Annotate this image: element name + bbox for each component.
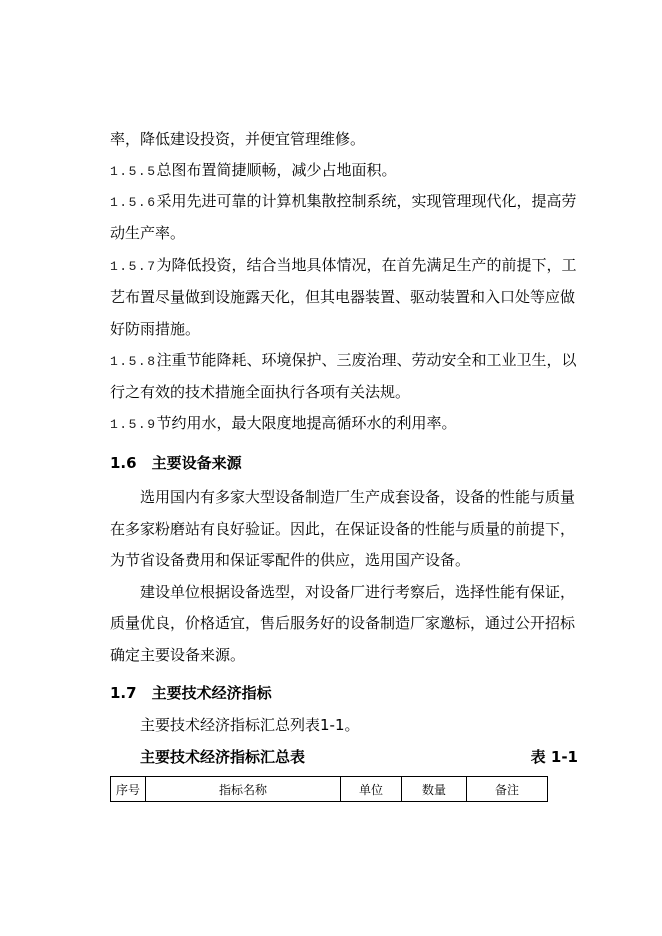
table-number: 表 1-1 — [530, 748, 578, 766]
section-heading-1-6: 1.6 主要设备来源 — [110, 454, 242, 472]
clause-1-5-5 — [110, 159, 397, 183]
paragraph: 选用国内有多家大型设备制造厂生产成套设备，设备的性能与质量 — [140, 488, 576, 506]
paragraph-cont: 为节省设备费用和保证零配件的供应，选用国产设备。 — [110, 551, 471, 569]
clause-number: 1.5.9 — [110, 417, 157, 432]
col-header-remark: 备注 — [467, 777, 548, 802]
clause-text: 节约用水，最大限度地提高循环水的利用率。 — [156, 414, 457, 432]
clause-1-5-8 — [110, 349, 577, 373]
clause-number: 1.5.6 — [110, 195, 157, 210]
paragraph-cont: 质量优良，价格适宜，售后服务好的设备制造厂家邀标，通过公开招标 — [110, 614, 576, 632]
clause-1-5-6-cont: 动生产率。 — [110, 224, 186, 242]
col-header-unit: 单位 — [341, 777, 402, 802]
clause-1-5-7-cont: 艺布置尽量做到设施露天化，但其电器装置、驱动装置和入口处等应做 — [110, 288, 576, 306]
table-intro: 主要技术经济指标汇总列表1-1。 — [140, 716, 360, 734]
clause-text: 注重节能降耗、环境保护、三废治理、劳动安全和工业卫生，以 — [156, 351, 577, 369]
col-header-name: 指标名称 — [146, 777, 341, 802]
clause-number: 1.5.7 — [110, 259, 157, 274]
section-heading-1-7: 1.7 主要技术经济指标 — [110, 684, 272, 702]
indicator-summary-table — [110, 776, 548, 802]
paragraph-cont: 确定主要设备来源。 — [110, 646, 246, 664]
table-title: 主要技术经济指标汇总表 — [140, 748, 306, 766]
clause-1-5-7 — [110, 254, 577, 278]
clause-1-5-8-cont: 行之有效的技术措施全面执行各项有关法规。 — [110, 383, 411, 401]
clause-text: 为降低投资，结合当地具体情况，在首先满足生产的前提下，工 — [156, 256, 577, 274]
clause-number: 1.5.5 — [110, 164, 157, 179]
paragraph-continuation: 率，降低建设投资，并便宜管理维修。 — [110, 130, 366, 148]
clause-1-5-6 — [110, 190, 577, 214]
col-header-qty: 数量 — [402, 777, 467, 802]
clause-1-5-9 — [110, 412, 457, 436]
col-header-no: 序号 — [111, 777, 146, 802]
table-header-row — [111, 777, 548, 802]
clause-number: 1.5.8 — [110, 354, 157, 369]
paragraph: 建设单位根据设备选型，对设备厂进行考察后，选择性能有保证， — [140, 583, 576, 601]
clause-text: 总图布置简捷顺畅，减少占地面积。 — [156, 161, 397, 179]
clause-text: 采用先进可靠的计算机集散控制系统，实现管理现代化，提高劳 — [156, 192, 577, 210]
clause-1-5-7-cont: 好防雨措施。 — [110, 320, 201, 338]
paragraph-cont: 在多家粉磨站有良好验证。因此，在保证设备的性能与质量的前提下， — [110, 520, 576, 538]
